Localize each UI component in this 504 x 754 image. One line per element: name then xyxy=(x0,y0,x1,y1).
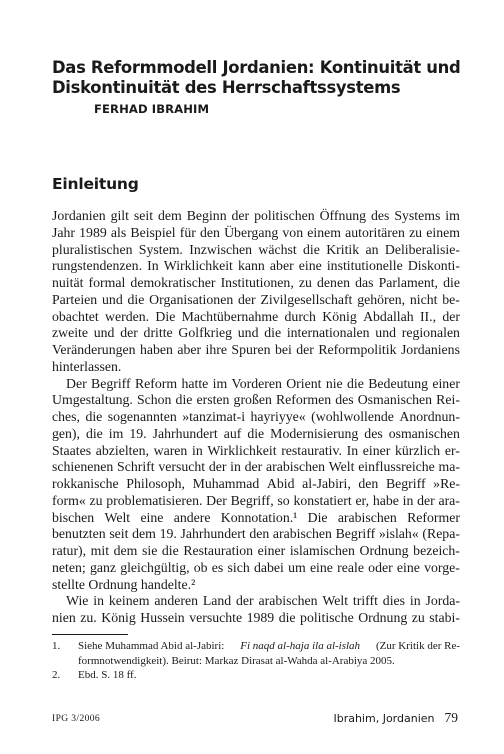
body-line: ches, die sogenannten »tanzimat-i hayriyye« (wohlwollende Anordnun- xyxy=(52,409,460,424)
footnote-1-text-b: (Zur Kritik der Re- xyxy=(376,640,460,652)
body-line: nuität formal demokratischer Institutionen, zu denen das Parlament, die xyxy=(52,275,460,290)
body-line: Parteien und die Organisationen der Zivilgesellschaft gehören, nicht be- xyxy=(52,291,460,307)
footnote-1 xyxy=(52,639,460,668)
footnote-1-line-1 xyxy=(78,639,460,654)
body-line: pluralistischen System. Inzwischen wächst die Kritik an Deliberalisie- xyxy=(52,241,460,257)
body-line: nien zu. König Hussein versuchte 1989 die politische Ordnung zu stabi- xyxy=(52,610,460,625)
footnote-rule xyxy=(52,634,128,635)
footnote-1-text-a: Siehe Muhammad Abid al-Jabiri: xyxy=(78,640,225,652)
body-line: Der Begriff Reform hatte im Vorderen Orient nie die Bedeutung einer xyxy=(66,375,460,391)
footer-running-head xyxy=(333,710,458,726)
body-line: Jahr 1989 als Beispiel für den Übergang von einem autoritären zu einem xyxy=(52,224,460,240)
footer-journal: IPG 3/2006 xyxy=(52,714,101,724)
body-text xyxy=(52,208,460,627)
article-title xyxy=(52,58,461,98)
body-line: Jordanien gilt seit dem Beginn der politischen Öffnung des Systems im xyxy=(52,208,460,223)
footnote-1-book-title: Fi naqd al-haja ila al-islah xyxy=(240,640,361,652)
article-title-line-2: Diskontinuität des Herrschaftssystems xyxy=(52,78,401,97)
section-heading: Einleitung xyxy=(52,175,139,193)
running-head-text: Ibrahim, Jordanien xyxy=(333,712,435,725)
page-number: 79 xyxy=(444,710,458,725)
body-line: bischen Welt eine andere Konnotation.¹ Die arabischen Reformer xyxy=(52,509,460,525)
footnotes xyxy=(52,639,460,683)
body-line: ratur), mit dem sie die Restauration einer islamischen Ordnung bezeich- xyxy=(52,543,460,558)
body-line: obachtet werden. Die Machtübernahme durch König Abdallah II., der xyxy=(52,308,460,324)
body-line: stellte Ordnung handelte.² xyxy=(52,576,196,592)
body-line: Wie in keinem anderen Land der arabischen Welt trifft dies in Jorda- xyxy=(66,593,460,609)
body-line: hinterlassen. xyxy=(52,358,122,374)
body-line: neten; ganz gleichgültig, ob es sich dabei um eine reale oder eine vorge- xyxy=(52,559,460,575)
body-line: schienenen Schrift versucht der in der arabischen Welt einflussreiche ma- xyxy=(52,459,460,475)
footnote-2 xyxy=(52,668,460,683)
body-line: zweite und der dritte Golfkrieg und die internationalen und regionalen xyxy=(52,325,460,341)
body-line: Umgestaltung. Schon die ersten großen Reformen des Osmanischen Rei- xyxy=(52,392,460,408)
body-line: form« zu problematisieren. Der Begriff, so konstatiert er, habe in der ara- xyxy=(52,492,460,508)
body-line: rungstendenzen. In Wirklichkeit kann aber eine institutionelle Diskonti- xyxy=(52,258,460,274)
footnote-number: 2. xyxy=(52,669,61,681)
footnote-2-line-1: Ebd. S. 18 ff. xyxy=(78,669,137,681)
body-line: Staates abzielten, waren in Wirklichkeit restaurativ. In einer kürzlich er- xyxy=(52,442,460,458)
body-line: gen), die im 19. Jahrhundert auf die Modernisierung des osmanischen xyxy=(52,425,460,441)
body-line: benutzten seit dem 19. Jahrhundert den arabischen Begriff »islah« (Repa- xyxy=(52,526,460,542)
article-title-line-1: Das Reformmodell Jordanien: Kontinuität und xyxy=(52,58,461,77)
article-author: FERHAD IBRAHIM xyxy=(94,102,210,116)
body-line: Veränderungen haben aber ihre Spuren bei der Reformpolitik Jordaniens xyxy=(52,342,460,357)
body-line: rokkanische Philosoph, Muhammad Abid al-Jabiri, den Begriff »Re- xyxy=(52,476,460,491)
footnote-number: 1. xyxy=(52,640,61,652)
footnote-1-line-2: formnotwendigkeit). Beirut: Markaz Dirasat al-Wahda al-Arabiya 2005. xyxy=(78,654,395,667)
